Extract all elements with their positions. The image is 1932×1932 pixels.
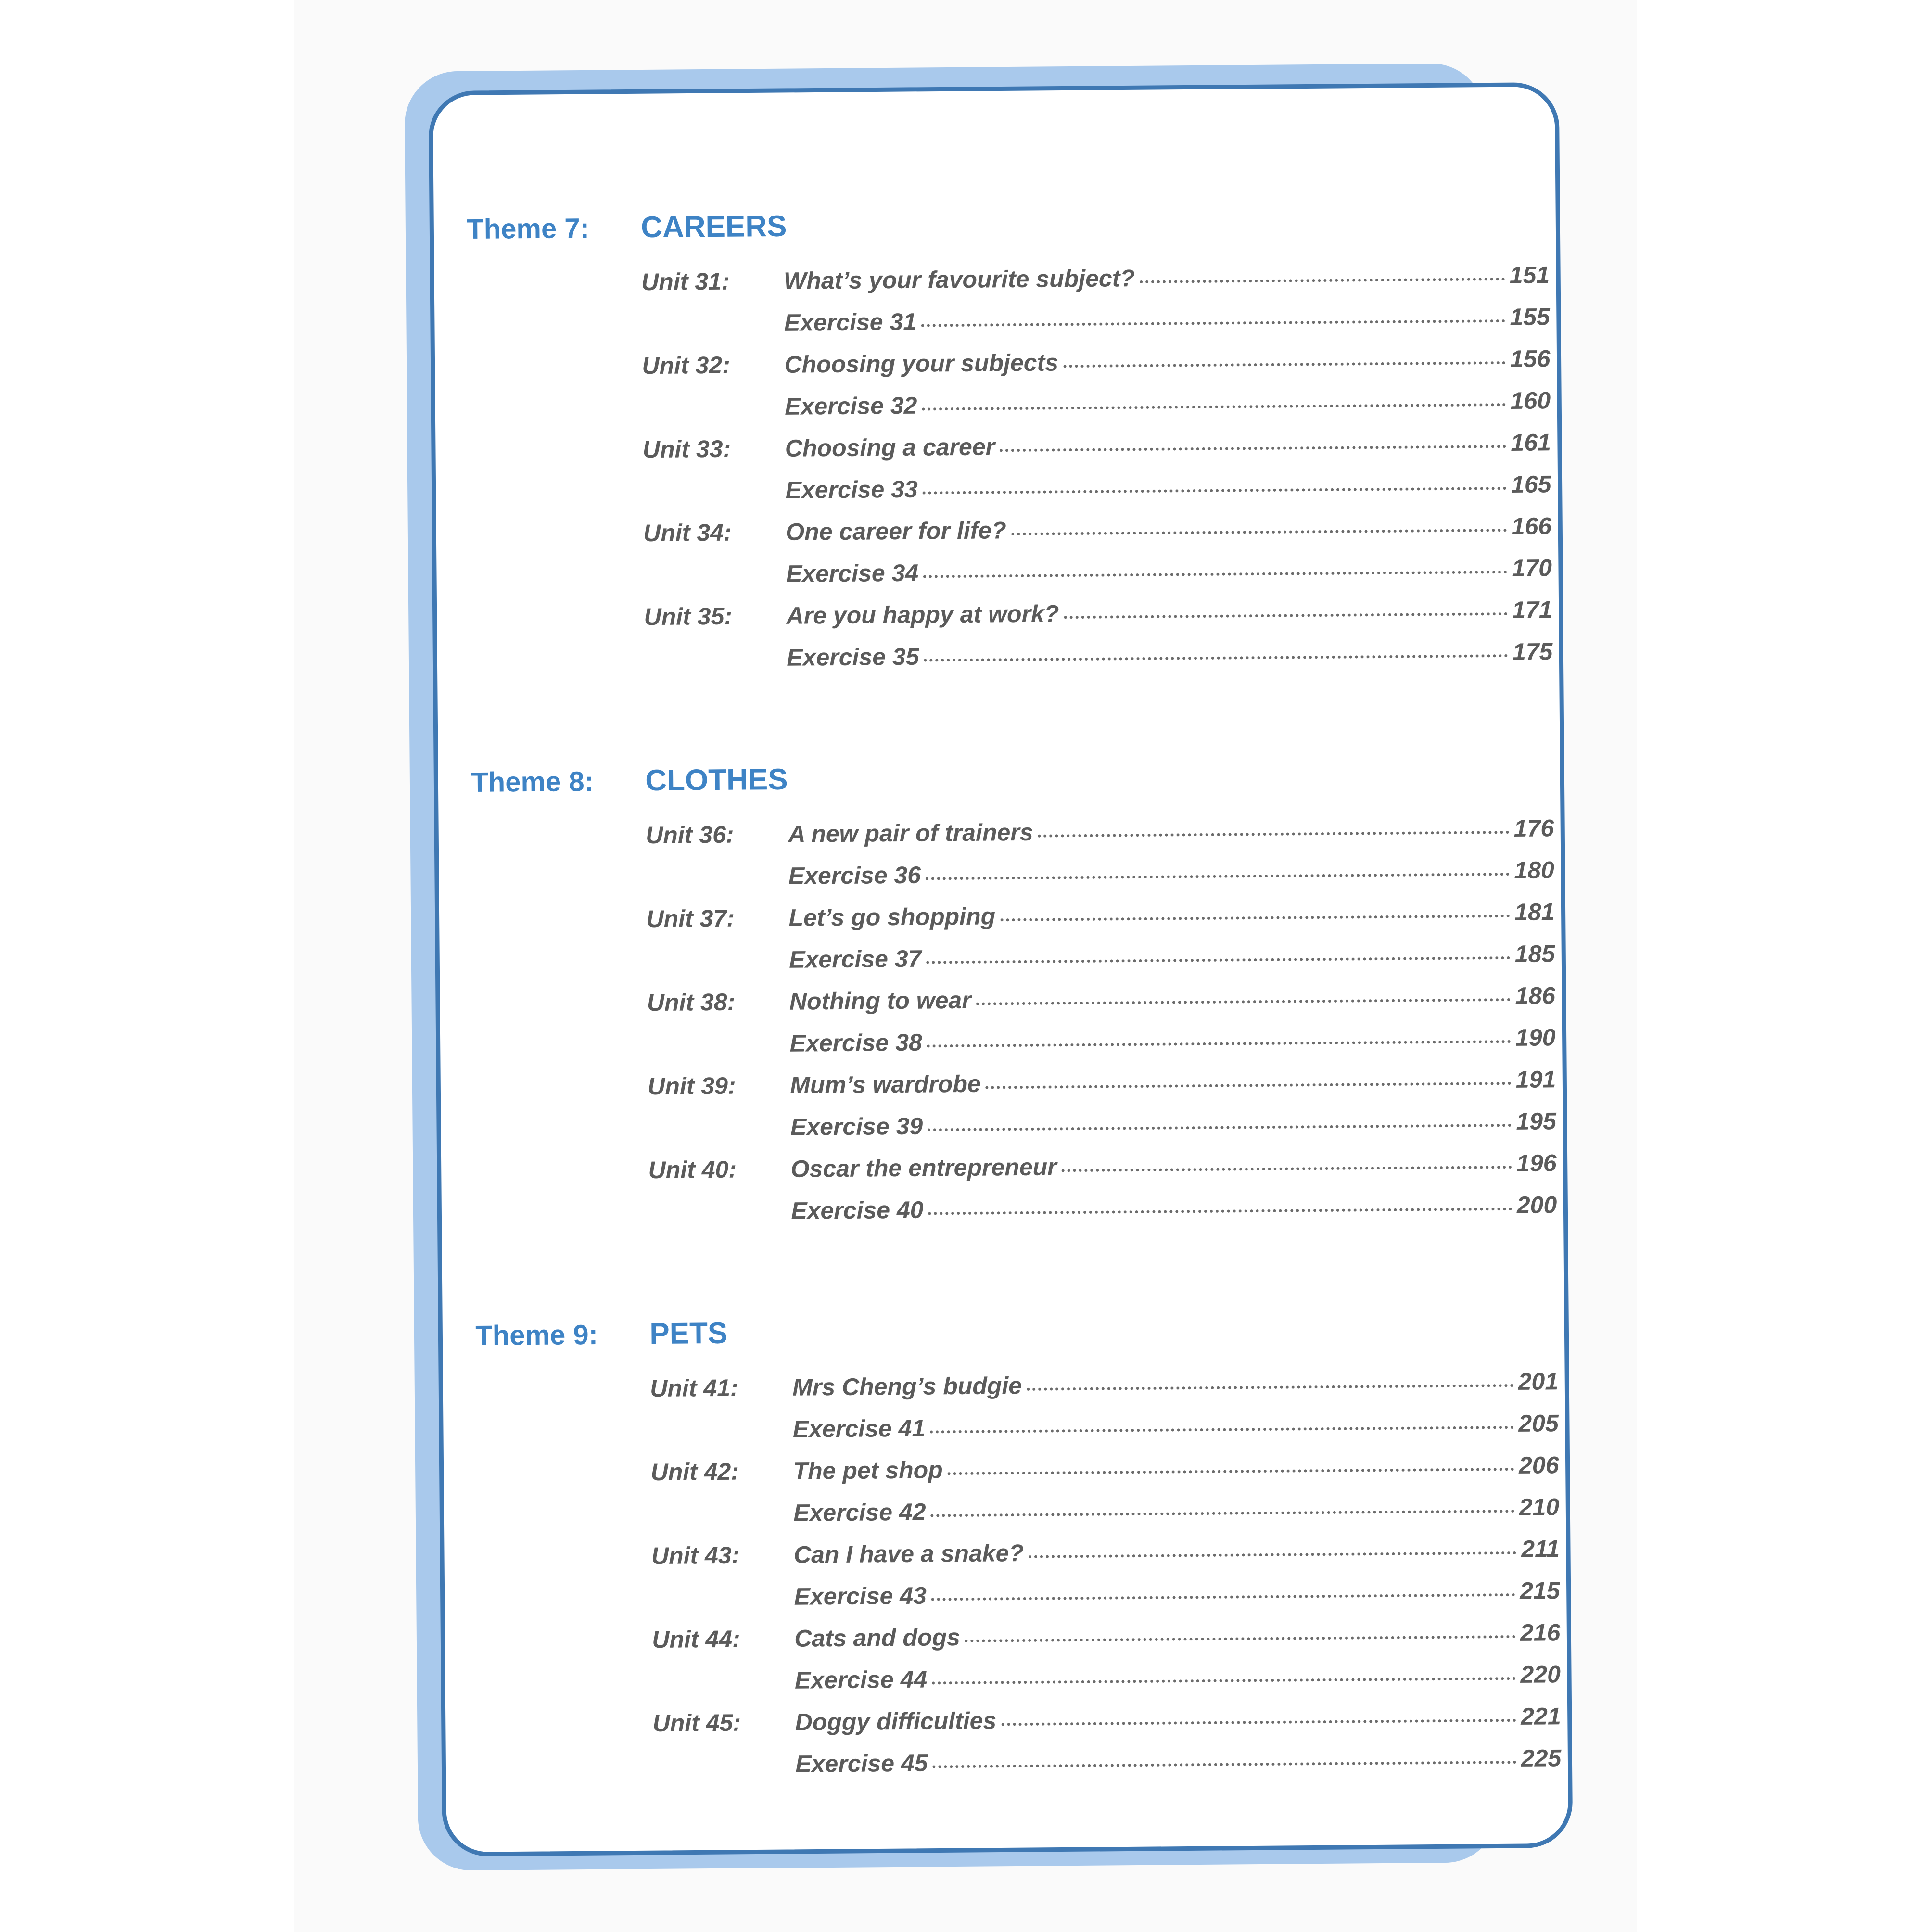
page-number: 166 xyxy=(1511,512,1552,540)
toc-row xyxy=(642,344,1551,394)
entry-title: Doggy difficulties xyxy=(795,1707,997,1736)
section-spacer xyxy=(475,1233,1558,1318)
dot-leader xyxy=(965,1635,1515,1642)
entry-title: Can I have a snake? xyxy=(793,1539,1024,1568)
table-of-contents xyxy=(467,203,1562,1794)
theme-heading xyxy=(475,1309,1558,1376)
theme-section-7 xyxy=(467,203,1553,688)
page-number: 165 xyxy=(1511,470,1551,498)
toc-row xyxy=(647,940,1555,989)
toc-row xyxy=(648,1065,1556,1114)
scan-margin-right xyxy=(1637,0,1932,1932)
entry-title: Exercise 37 xyxy=(789,945,922,973)
unit-label xyxy=(643,498,786,499)
page-number: 170 xyxy=(1512,554,1552,582)
page-number: 196 xyxy=(1516,1149,1557,1177)
entry-title: Are you happy at work? xyxy=(786,600,1059,629)
unit-label xyxy=(647,968,789,969)
unit-label: Unit 44: xyxy=(652,1625,740,1653)
entry-title: Exercise 42 xyxy=(793,1498,926,1526)
page-number: 200 xyxy=(1516,1191,1557,1219)
theme-label: Theme 7: xyxy=(467,212,590,245)
unit-label xyxy=(644,582,786,583)
unit-label xyxy=(642,331,784,332)
entry-title: Mrs Cheng’s budgie xyxy=(792,1372,1022,1401)
unit-label xyxy=(652,1689,795,1690)
toc-row xyxy=(643,470,1551,519)
dot-leader xyxy=(931,1593,1515,1601)
dot-leader xyxy=(1000,445,1506,452)
unit-label: Unit 36: xyxy=(645,821,734,849)
theme-heading xyxy=(467,203,1550,269)
unit-label xyxy=(652,1605,794,1606)
dot-leader xyxy=(933,1761,1516,1768)
page-number: 210 xyxy=(1519,1493,1560,1521)
dot-leader xyxy=(923,571,1507,578)
toc-row xyxy=(642,386,1551,435)
page-number: 211 xyxy=(1521,1535,1560,1563)
page-number: 180 xyxy=(1514,856,1555,884)
dot-leader xyxy=(1062,1166,1512,1172)
page-number: 216 xyxy=(1520,1619,1561,1646)
toc-row xyxy=(646,856,1555,905)
dot-leader xyxy=(930,1426,1513,1434)
unit-label xyxy=(648,1052,790,1053)
toc-row xyxy=(650,1409,1559,1458)
unit-label: Unit 42: xyxy=(650,1458,739,1486)
dot-leader xyxy=(1000,915,1510,921)
unit-label: Unit 32: xyxy=(642,351,731,380)
entry-title: Exercise 36 xyxy=(788,861,921,890)
toc-row xyxy=(643,428,1551,477)
page-number: 195 xyxy=(1516,1107,1557,1135)
entry-title: Exercise 45 xyxy=(795,1749,928,1778)
unit-label: Unit 38: xyxy=(647,988,736,1017)
entry-title: A new pair of trainers xyxy=(788,818,1033,848)
page-number: 206 xyxy=(1518,1451,1559,1479)
entry-title: Exercise 38 xyxy=(789,1029,923,1057)
dot-leader xyxy=(921,319,1505,327)
toc-row xyxy=(650,1367,1559,1416)
entry-title: Nothing to wear xyxy=(789,986,971,1015)
entry-title: What’s your favourite subject? xyxy=(783,265,1135,294)
unit-label: Unit 35: xyxy=(644,602,733,631)
scan-margin-left xyxy=(0,0,294,1932)
entry-title: Oscar the entrepreneur xyxy=(790,1153,1057,1182)
dot-leader xyxy=(976,998,1511,1005)
dot-leader xyxy=(924,654,1508,662)
unit-label: Unit 40: xyxy=(648,1156,737,1184)
entry-title: One career for life? xyxy=(786,517,1006,546)
toc-row xyxy=(644,637,1553,686)
dot-leader xyxy=(986,1082,1511,1089)
theme-heading xyxy=(471,756,1554,823)
page-number: 161 xyxy=(1511,429,1551,456)
dot-leader xyxy=(1027,1384,1513,1391)
toc-row xyxy=(651,1576,1560,1626)
dot-leader xyxy=(932,1677,1515,1685)
unit-label xyxy=(642,415,785,416)
page-number: 175 xyxy=(1512,638,1553,665)
toc-row xyxy=(652,1702,1561,1751)
entry-title: Exercise 31 xyxy=(784,308,917,336)
unit-label: Unit 37: xyxy=(646,904,735,933)
theme-label: Theme 9: xyxy=(475,1319,598,1351)
unit-label: Unit 34: xyxy=(643,519,732,547)
dot-leader xyxy=(1063,361,1505,368)
entry-title: Exercise 34 xyxy=(786,559,919,587)
toc-row xyxy=(648,1149,1557,1198)
toc-row xyxy=(650,1451,1559,1500)
unit-label xyxy=(648,1135,790,1136)
page-number: 221 xyxy=(1520,1703,1561,1730)
toc-row xyxy=(647,1023,1556,1072)
entry-title: Exercise 44 xyxy=(794,1665,928,1694)
unit-label xyxy=(648,1219,791,1220)
entry-title: Exercise 43 xyxy=(794,1582,927,1610)
unit-label xyxy=(644,666,787,667)
toc-row xyxy=(653,1744,1562,1793)
toc-row xyxy=(644,554,1552,603)
entry-title: Exercise 41 xyxy=(792,1414,926,1443)
page-number: 225 xyxy=(1521,1744,1562,1772)
page-number: 190 xyxy=(1515,1024,1556,1051)
unit-label: Unit 39: xyxy=(648,1072,736,1100)
page-number: 186 xyxy=(1515,982,1556,1009)
unit-label xyxy=(646,884,788,885)
theme-section-9 xyxy=(475,1309,1562,1794)
toc-row xyxy=(644,596,1552,645)
toc-row xyxy=(641,261,1550,310)
page-number: 181 xyxy=(1514,898,1555,926)
dot-leader xyxy=(927,956,1510,964)
entry-title: Exercise 39 xyxy=(790,1112,923,1141)
theme-entries xyxy=(646,814,1557,1240)
page-number: 171 xyxy=(1512,596,1552,623)
page-number: 151 xyxy=(1509,261,1550,289)
dot-leader xyxy=(923,487,1506,495)
toc-row xyxy=(651,1493,1560,1542)
unit-label xyxy=(651,1521,793,1522)
toc-row xyxy=(646,898,1555,947)
theme-label: Theme 8: xyxy=(471,765,594,798)
entry-title: Mum’s wardrobe xyxy=(790,1070,981,1099)
page-number: 220 xyxy=(1520,1661,1561,1688)
dot-leader xyxy=(928,1124,1511,1131)
page-number: 176 xyxy=(1513,814,1554,842)
unit-label xyxy=(653,1772,796,1773)
dot-leader xyxy=(1064,612,1507,619)
page-number: 205 xyxy=(1518,1410,1559,1437)
entry-title: Exercise 40 xyxy=(791,1196,924,1224)
page-number: 191 xyxy=(1515,1066,1556,1093)
toc-row xyxy=(652,1618,1561,1667)
page-number: 160 xyxy=(1510,387,1551,414)
entry-title: Let’s go shopping xyxy=(788,902,996,931)
entry-title: Choosing your subjects xyxy=(784,349,1059,378)
theme-title: CLOTHES xyxy=(645,763,788,798)
unit-label xyxy=(650,1437,793,1438)
toc-row xyxy=(652,1660,1561,1709)
theme-title: PETS xyxy=(649,1316,728,1351)
toc-row xyxy=(651,1535,1560,1584)
toc-row xyxy=(648,1191,1557,1240)
dot-leader xyxy=(926,873,1509,880)
toc-row xyxy=(647,981,1556,1030)
toc-row xyxy=(648,1107,1557,1156)
toc-row xyxy=(643,512,1552,561)
dot-leader xyxy=(1011,529,1507,535)
toc-row xyxy=(646,814,1554,863)
entry-title: Choosing a career xyxy=(785,433,995,462)
dot-leader xyxy=(1029,1551,1516,1558)
unit-label: Unit 31: xyxy=(641,267,730,296)
page-number: 215 xyxy=(1519,1577,1560,1604)
entry-title: Cats and dogs xyxy=(794,1624,961,1652)
page-number: 201 xyxy=(1518,1368,1559,1395)
entry-title: Exercise 32 xyxy=(784,392,917,420)
section-spacer xyxy=(470,679,1553,765)
dot-leader xyxy=(928,1208,1512,1215)
entry-title: Exercise 35 xyxy=(787,643,919,671)
toc-row xyxy=(642,303,1551,352)
dot-leader xyxy=(922,403,1505,411)
entry-title: Exercise 33 xyxy=(785,475,918,504)
unit-label: Unit 41: xyxy=(650,1374,738,1402)
theme-title: CAREERS xyxy=(640,209,787,244)
page-number: 156 xyxy=(1510,345,1551,372)
theme-entries xyxy=(641,261,1553,686)
unit-label: Unit 45: xyxy=(652,1709,741,1737)
entry-title: The pet shop xyxy=(793,1456,943,1485)
unit-label: Unit 33: xyxy=(642,435,731,463)
page-number: 155 xyxy=(1510,303,1551,330)
dot-leader xyxy=(1001,1719,1516,1726)
page-number: 185 xyxy=(1514,940,1555,967)
dot-leader xyxy=(931,1510,1514,1517)
unit-label: Unit 43: xyxy=(651,1541,740,1570)
dot-leader xyxy=(948,1468,1514,1475)
theme-section-8 xyxy=(471,756,1557,1241)
dot-leader xyxy=(1140,278,1505,283)
dot-leader xyxy=(1038,831,1509,838)
dot-leader xyxy=(927,1040,1511,1048)
theme-entries xyxy=(650,1367,1562,1793)
